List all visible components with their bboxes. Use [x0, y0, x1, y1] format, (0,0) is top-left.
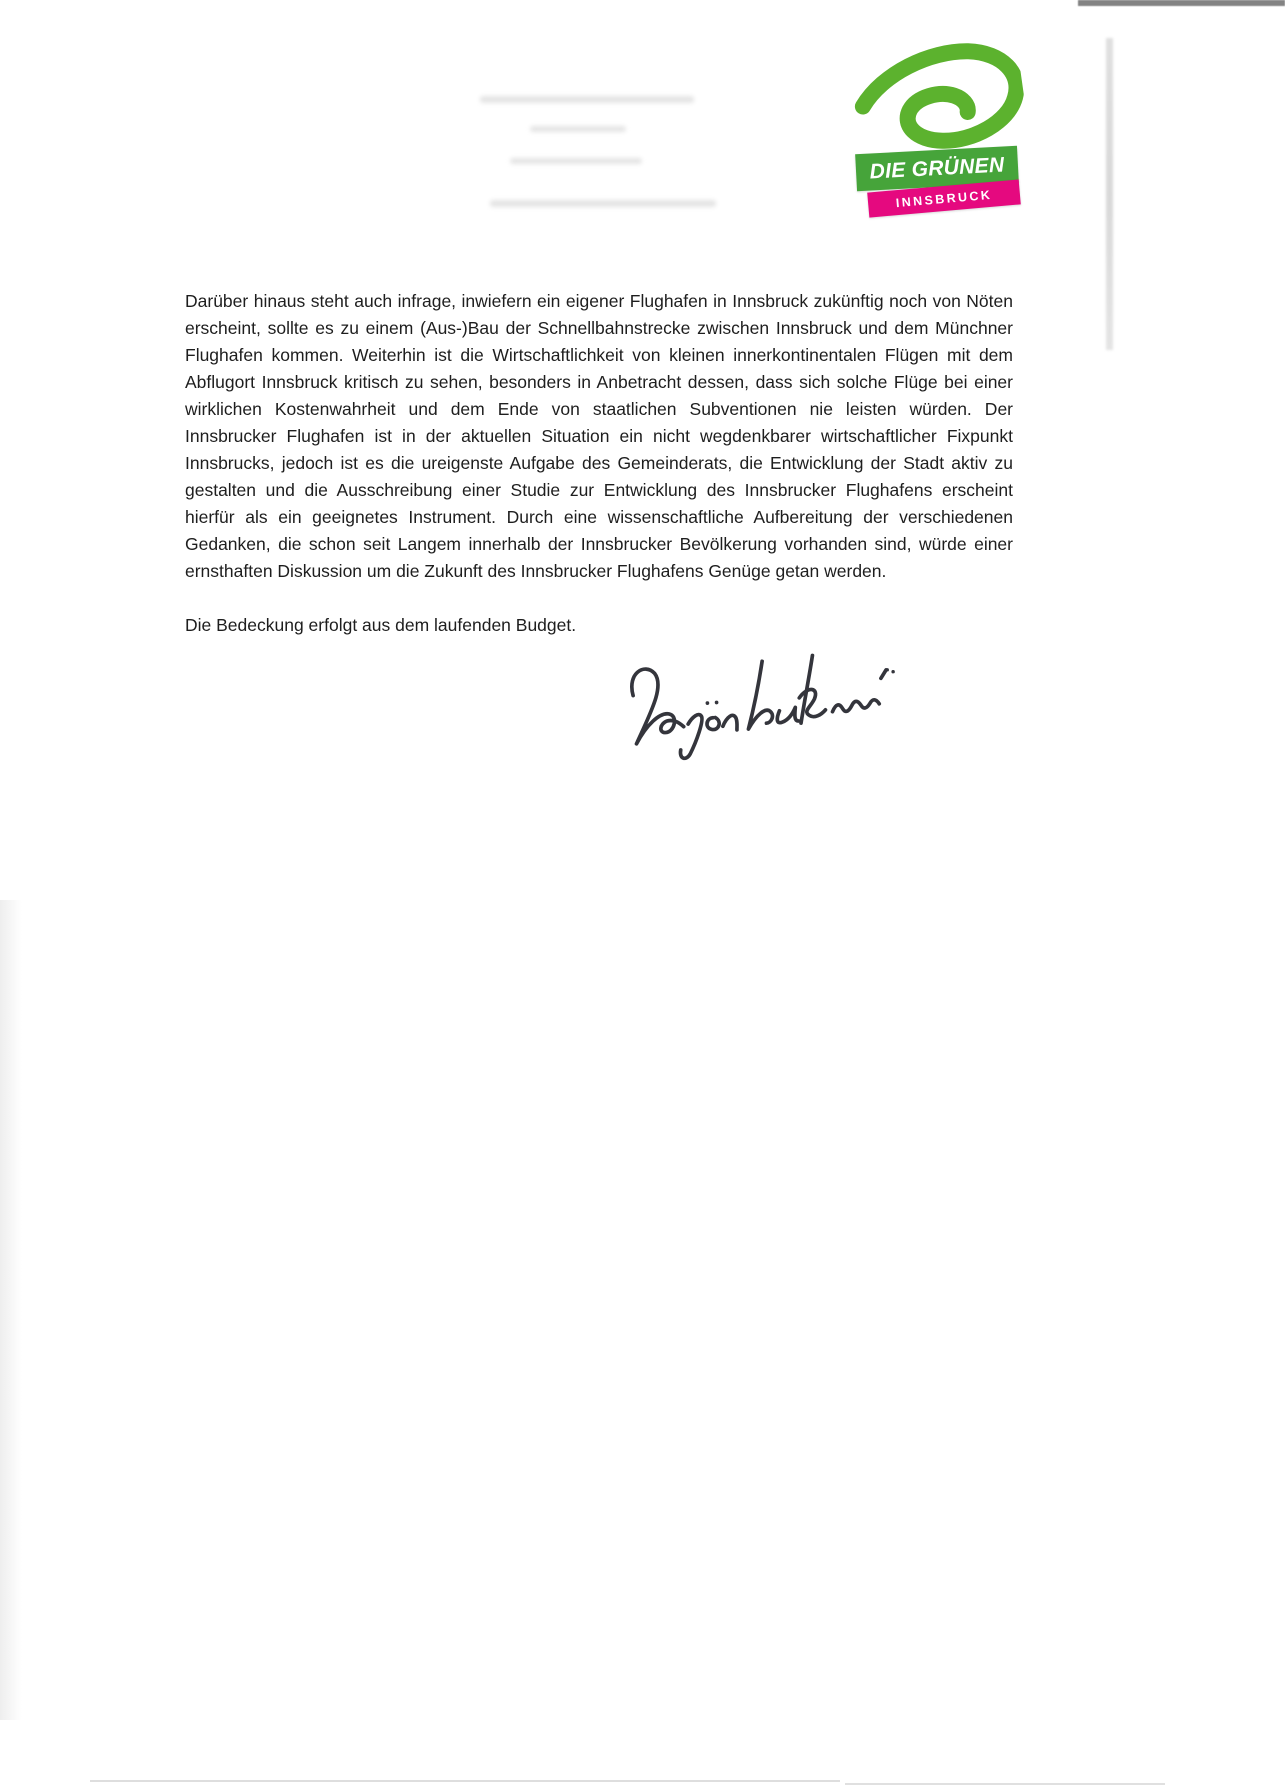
handwritten-signature: [602, 638, 909, 774]
logo-city-banner: INNSBRUCK: [867, 179, 1021, 217]
die-gruenen-innsbruck-logo: [848, 44, 1036, 226]
scan-streak-artifact-right: [1106, 38, 1113, 350]
letter-paragraph-1: Darüber hinaus steht auch infrage, inwiefern ein eigener Flughafen in Innsbruck zukünftig noch von Nöten erscheint, sollte es zu einem (Aus-)Bau der Schnellbahnstrecke zwischen Innsbruck und dem Münchner Flughafen kommen. Weiterhin ist die Wirtschaftlichkeit von kleinen innerkontinentalen Flügen mit dem Abflugort Innsbruck kritisch zu sehen, besonders in Anbetracht dessen, dass sich solche Flüge bei einer wirklichen Kostenwahrheit und dem Ende von staatlichen Subventionen nie leisten würden. Der Innsbrucker Flughafen ist in der aktuellen Situation ein nicht wegdenkbarer wirtschaftlicher Fixpunkt Innsbrucks, jedoch ist es die ureigenste Aufgabe des Gemeinderats, die Entwicklung der Stadt aktiv zu gestalten und die Ausschreibung einer Studie zur Entwicklung des Innsbrucker Flughafens erscheint hierfür als ein geeignetes Instrument. Durch eine wissenschaftliche Aufbereitung der verschiedenen Gedanken, die schon seit Langem innerhalb der Innsbrucker Bevölkerung vorhanden sind, würde einer ernsthaften Diskussion um die Zukunft des Innsbrucker Flughafens Genüge getan werden.: [185, 291, 1013, 581]
logo-org-name-banner: DIE GRÜNEN: [855, 146, 1019, 191]
scan-shadow-artifact-left: [0, 900, 22, 1720]
scan-line-artifact-bottom-left: [90, 1780, 840, 1782]
scan-edge-artifact-top: [1078, 0, 1285, 6]
letter-paragraph-2: Die Bedeckung erfolgt aus dem laufenden Budget.: [185, 615, 577, 635]
faded-ghost-text-smudge: [468, 90, 730, 222]
letter-body: [185, 288, 1013, 639]
scan-line-artifact-bottom-right: [845, 1783, 1165, 1785]
